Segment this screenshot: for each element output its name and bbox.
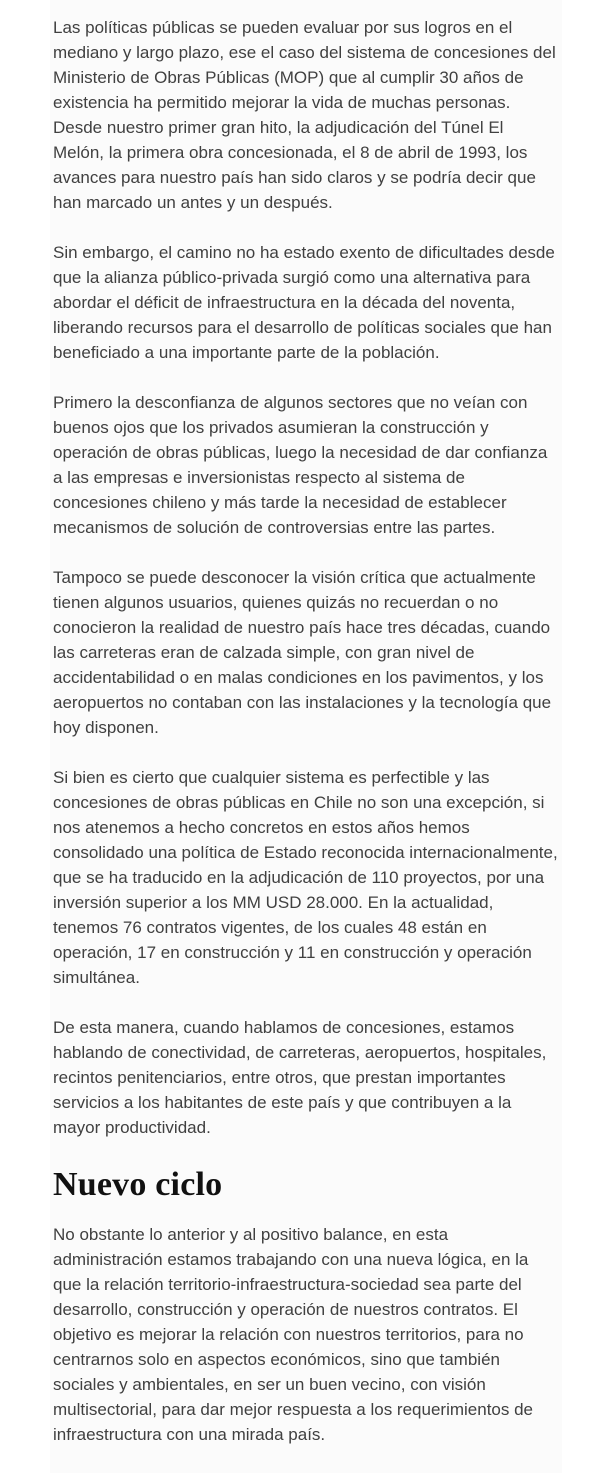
article-paragraph: Las políticas públicas se pueden evaluar por sus logros en el mediano y largo plazo, ese el caso del sistema de concesiones del Ministerio de Obras Públicas (MOP) que al cumplir 30 años de existencia ha permitido mejorar la vida de muchas personas. Desde nuestro primer gran hito, la adjudicación del Túnel El Melón, la primera obra concesionada, el 8 de abril de 1993, los avances para nuestro país han sido claros y se podría decir que han marcado un antes y un después.	[53, 18, 556, 212]
article-paragraph: Tampoco se puede desconocer la visión crítica que actualmente tienen algunos usuarios, quienes quizás no recuerdan o no conocieron la realidad de nuestro país hace tres décadas, cuando las carreteras eran de calzada simple, con gran nivel de accidentabilidad o en malas condiciones en los pavimentos, y los aeropuertos no contaban con las instalaciones y la tecnología que hoy disponen.	[53, 568, 552, 737]
article-paragraph: Primero la desconfianza de algunos sectores que no veían con buenos ojos que los privados asumieran la construcción y operación de obras públicas, luego la necesidad de dar confianza a las empresas e inversionistas respecto al sistema de concesiones chileno y más tarde la necesidad de establecer mecanismos de solución de controversias entre las partes.	[53, 393, 548, 537]
article-body	[50, 0, 562, 1473]
article-paragraph: De esta manera, cuando hablamos de concesiones, estamos hablando de conectividad, de carreteras, aeropuertos, hospitales, recintos penitenciarios, entre otros, que prestan importantes servicios a los habitantes de este país y que contribuyen a la mayor productividad.	[53, 1018, 547, 1137]
article-paragraph: No obstante lo anterior y al positivo balance, en esta administración estamos trabajando con una nueva lógica, en la que la relación territorio-infraestructura-sociedad sea parte del desarrollo, construcción y operación de nuestros contratos. El objetivo es mejorar la relación con nuestros territorios, para no centrarnos solo en aspectos económicos, sino que también sociales y ambientales, en ser un buen vecino, con visión multisectorial, para dar mejor respuesta a los requerimientos de infraestructura con una mirada país.	[53, 1225, 534, 1444]
article-paragraph: Sin embargo, el camino no ha estado exento de dificultades desde que la alianza público-privada surgió como una alternativa para abordar el déficit de infraestructura en la década del noventa, liberando recursos para el desarrollo de políticas sociales que han beneficiado a una importante parte de la población.	[53, 243, 555, 362]
article-paragraph: Si bien es cierto que cualquier sistema es perfectible y las concesiones de obras públicas en Chile no son una excepción, si nos atenemos a hecho concretos en estos años hemos consolidado una política de Estado reconocida internacionalmente, que se ha traducido en la adjudicación de 110 proyectos, por una inversión superior a los MM USD 28.000. En la actualidad, tenemos 76 contratos vigentes, de los cuales 48 están en operación, 17 en construcción y 11 en construcción y operación simultánea.	[53, 768, 558, 987]
section-heading: Nuevo ciclo	[53, 1166, 223, 1203]
